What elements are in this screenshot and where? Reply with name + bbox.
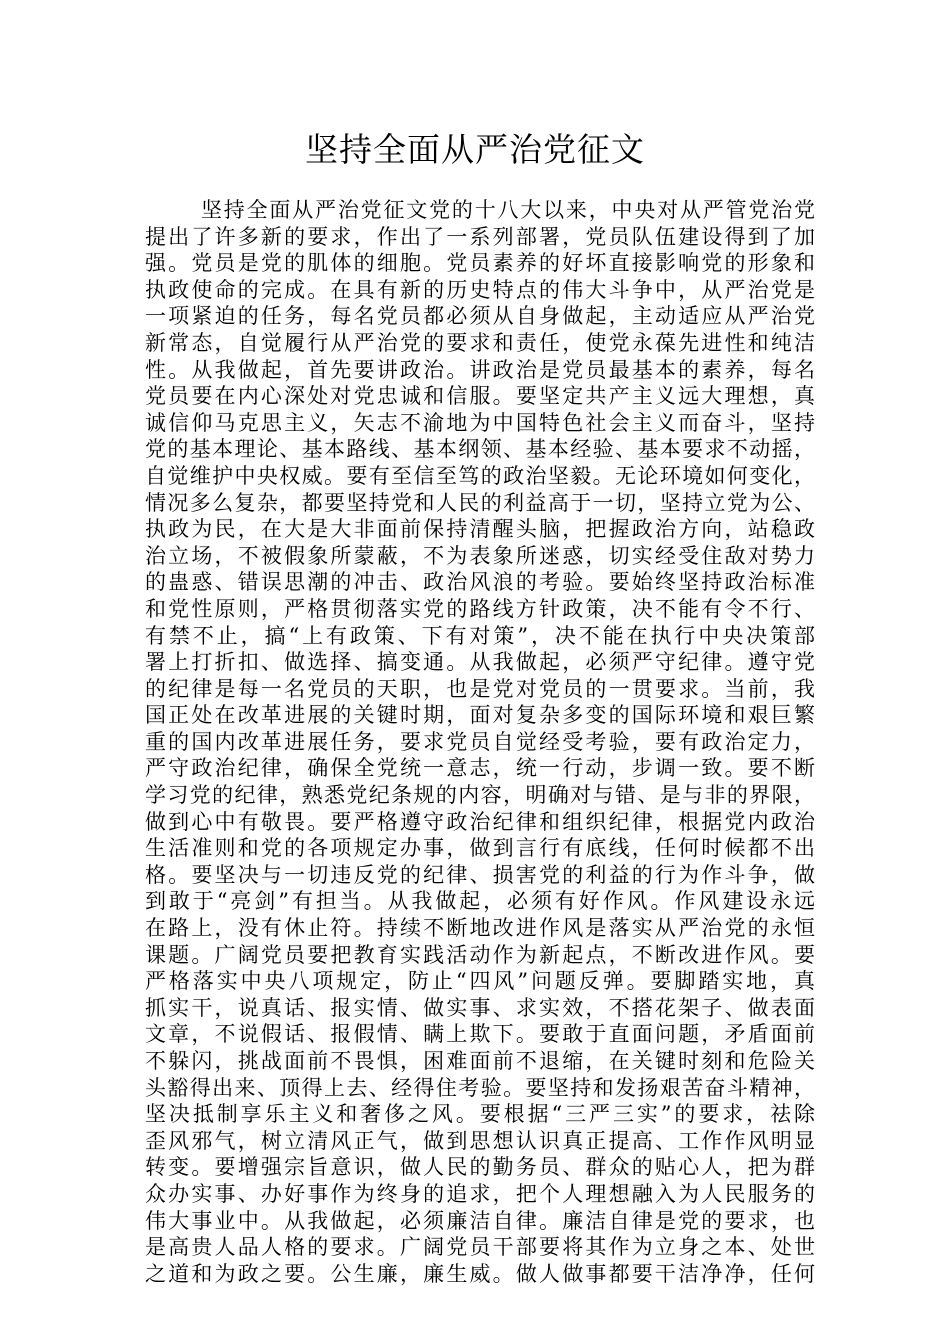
body-line: 党员要在内心深处对党忠诚和信服。要坚定共产主义远大理想，真 [145, 384, 815, 409]
document-title: 坚持全面从严治党征文 [305, 130, 645, 169]
body-line: 强。党员是党的肌体的细胞。党员素养的好坏直接影响党的形象和 [145, 251, 815, 276]
body-line: 课题。广阔党员要把教育实践活动作为新起点，不断改进作风。要 [145, 942, 815, 967]
body-line: 格。要坚决与一切违反党的纪律、损害党的利益的行为作斗争，做 [145, 862, 815, 887]
body-line: 有禁不止，搞“上有政策、下有对策”，决不能在执行中央决策部 [145, 623, 815, 648]
body-line: 严格落实中央八项规定，防止“四风”问题反弹。要脚踏实地，真 [145, 969, 815, 994]
body-line: 转变。要增强宗旨意识，做人民的勤务员、群众的贴心人，把为群 [145, 1155, 815, 1180]
body-line: 提出了许多新的要求，作出了一系列部署，党员队伍建设得到了加 [145, 224, 815, 249]
body-line: 不躲闪，挑战面前不畏惧，困难面前不退缩，在关键时刻和危险关 [145, 1049, 815, 1073]
body-line: 坚持全面从严治党征文党的十八大以来，中央对从严管党治党 [201, 198, 815, 222]
body-line: 执政使命的完成。在具有新的历史特点的伟大斗争中，从严治党是 [145, 277, 815, 302]
body-line: 执政为民，在大是大非面前保持清醒头脑，把握政治方向，站稳政 [145, 517, 815, 542]
body-line: 党的基本理论、基本路线、基本纲领、基本经验、基本要求不动摇， [145, 437, 815, 462]
document-body [145, 197, 815, 1287]
body-line: 之道和为政之要。公生廉，廉生威。做人做事都要干洁净净，任何 [145, 1261, 815, 1286]
body-line: 坚决抵制享乐主义和奢侈之风。要根据“三严三实”的要求，祛除 [145, 1102, 815, 1127]
body-line: 治立场，不被假象所蒙蔽，不为表象所迷惑，切实经受住敌对势力 [145, 543, 815, 568]
body-line: 性。从我做起，首先要讲政治。讲政治是党员最基本的素养，每名 [145, 357, 815, 382]
body-line: 严守政治纪律，确保全党统一意志，统一行动，步调一致。要不断 [145, 756, 815, 781]
body-line: 文章，不说假话、报假情、瞒上欺下。要敢于直面问题，矛盾面前 [145, 1022, 815, 1047]
body-line: 是高贵人品人格的要求。广阔党员干部要将其作为立身之本、处世 [145, 1235, 815, 1260]
body-line: 的蛊惑、错误思潮的冲击、政治风浪的考验。要始终坚持政治标准 [145, 570, 815, 595]
body-line: 情况多么复杂，都要坚持党和人民的利益高于一切，坚持立党为公、 [145, 490, 815, 515]
body-line: 抓实干，说真话、报实情、做实事、求实效，不搭花架子、做表面 [145, 995, 815, 1020]
body-line: 歪风邪气，树立清风正气，做到思想认识真正提高、工作作风明显 [145, 1128, 815, 1153]
body-line: 头豁得出来、顶得上去、经得住考验。要坚持和发扬艰苦奋斗精神， [145, 1075, 815, 1100]
body-line: 生活准则和党的各项规定办事，做到言行有底线，任何时候都不出 [145, 836, 815, 861]
body-line: 新常态，自觉履行从严治党的要求和责任，使党永葆先进性和纯洁 [145, 330, 815, 355]
body-line: 伟大事业中。从我做起，必须廉洁自律。廉洁自律是党的要求，也 [145, 1208, 815, 1233]
body-line: 一项紧迫的任务，每名党员都必须从自身做起，主动适应从严治党 [145, 304, 815, 329]
body-line: 的纪律是每一名党员的天职，也是党对党员的一贯要求。当前，我 [145, 676, 815, 701]
body-line: 众办实事、办好事作为终身的追求，把个人理想融入为人民服务的 [145, 1181, 815, 1206]
body-line: 学习党的纪律，熟悉党纪条规的内容，明确对与错、是与非的界限， [145, 783, 815, 808]
body-line: 署上打折扣、做选择、搞变通。从我做起，必须严守纪律。遵守党 [145, 650, 815, 675]
body-line: 和党性原则，严格贯彻落实党的路线方针政策，决不能有令不行、 [145, 596, 815, 621]
body-line: 做到心中有敬畏。要严格遵守政治纪律和组织纪律，根据党内政治 [145, 809, 815, 834]
body-line: 在路上，没有休止符。持续不断地改进作风是落实从严治党的永恒 [145, 916, 815, 941]
body-line: 到敢于“亮剑”有担当。从我做起，必须有好作风。作风建设永远 [145, 889, 815, 914]
body-line: 自觉维护中央权威。要有至信至笃的政治坚毅。无论环境如何变化， [145, 463, 815, 488]
body-line: 国正处在改革进展的关键时期，面对复杂多变的国际环境和艰巨繁 [145, 703, 815, 728]
body-line: 诚信仰马克思主义，矢志不渝地为中国特色社会主义而奋斗，坚持 [145, 410, 815, 435]
body-line: 重的国内改革进展任务，要求党员自觉经受考验，要有政治定力， [145, 729, 815, 754]
